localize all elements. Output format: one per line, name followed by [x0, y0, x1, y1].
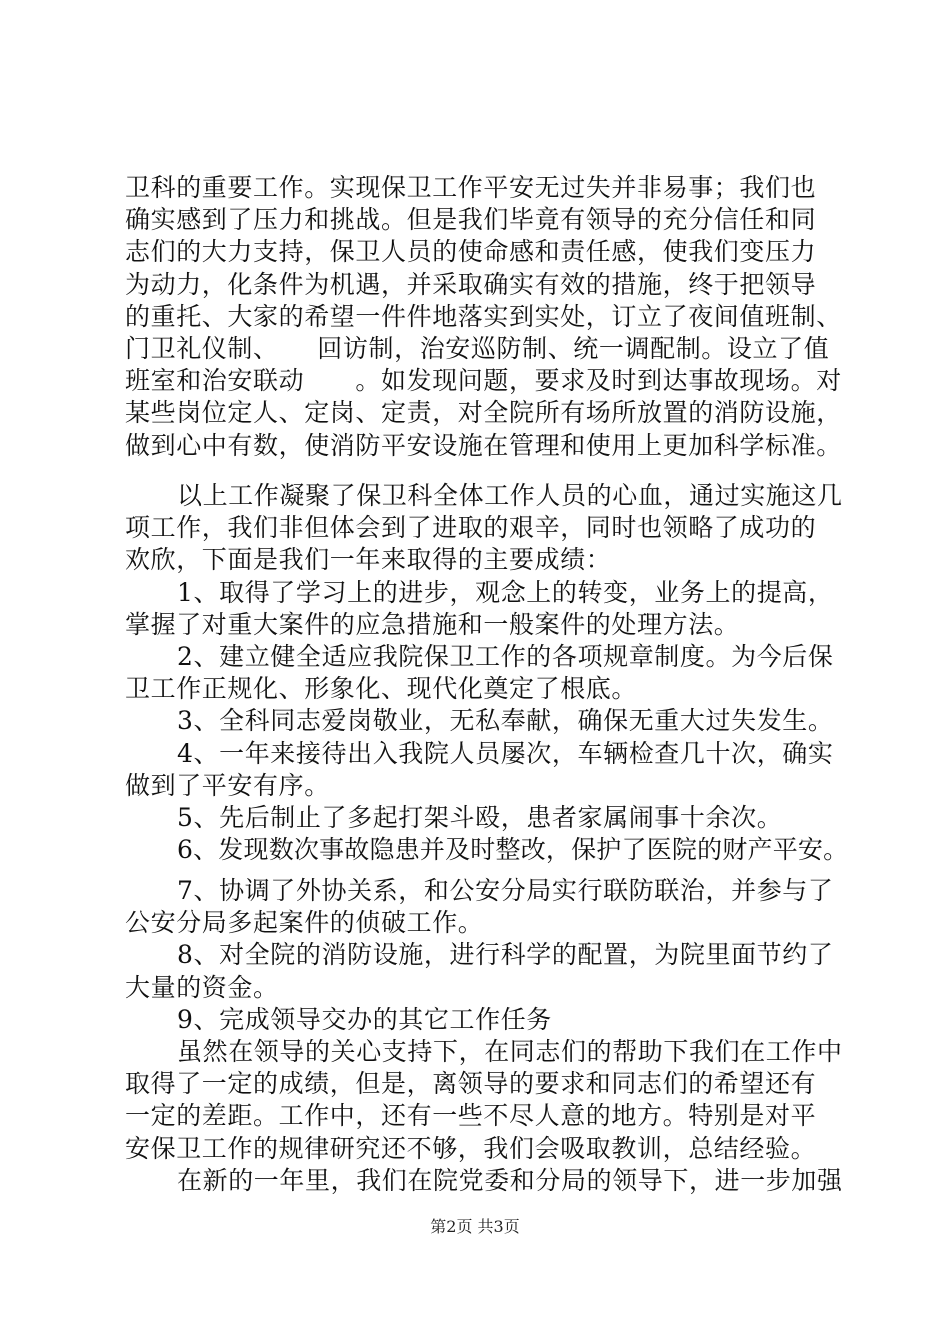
list-item-line: 6、发现数次事故隐患并及时整改，保护了医院的财产平安。 [177, 835, 849, 865]
text-line: 取得了一定的成绩，但是，离领导的要求和同志们的希望还有 [125, 1069, 817, 1099]
list-item-line: 做到了平安有序。 [125, 770, 330, 800]
list-item-line: 2、建立健全适应我院保卫工作的各项规章制度。为今后保 [177, 641, 834, 671]
text-line: 卫科的重要工作。实现保卫工作平安无过失并非易事；我们也 [125, 173, 817, 202]
paragraph-continuation [125, 172, 850, 462]
text-line: 在新的一年里，我们在院党委和分局的领导下，进一步加强 [177, 1165, 843, 1195]
achievements-continued-section [125, 875, 850, 1197]
list-item-line: 7、协调了外协关系，和公安分局实行联防联治，并参与了 [177, 876, 834, 905]
list-item-line: 8、对全院的消防设施，进行科学的配置，为院里面节约了 [177, 940, 834, 970]
text-line: 以上工作凝聚了保卫科全体工作人员的心血，通过实施这几 [177, 481, 843, 510]
text-line: 的重托、大家的希望一件件地落实到实处，订立了夜间值班制、 [125, 301, 842, 331]
achievements-section [125, 480, 850, 866]
text-line: 一定的差距。工作中，还有一些不尽人意的地方。特别是对平 [125, 1101, 817, 1131]
text-line: 班室和治安联动 。如发现问题，要求及时到达事故现场。对 [125, 366, 842, 396]
text-line: 做到心中有数，使消防平安设施在管理和使用上更加科学标准。 [125, 430, 842, 460]
list-item-line: 3、全科同志爱岗敬业，无私奉献，确保无重大过失发生。 [177, 706, 834, 736]
text-line: 安保卫工作的规律研究还不够，我们会吸取教训，总结经验。 [125, 1133, 817, 1163]
list-item-line: 卫工作正规化、形象化、现代化奠定了根底。 [125, 674, 638, 704]
list-item-line: 9、完成领导交办的其它工作任务 [177, 1004, 552, 1034]
text-line: 门卫礼仪制、 回访制，治安巡防制、统一调配制。设立了值 [125, 333, 830, 363]
list-item-line: 公安分局多起案件的侦破工作。 [125, 908, 484, 938]
list-item-line: 掌握了对重大案件的应急措施和一般案件的处理方法。 [125, 609, 740, 639]
text-line: 某些岗位定人、定岗、定责，对全院所有场所放置的消防设施， [125, 398, 842, 428]
page-number-footer: 第2页 共3页 [430, 1217, 520, 1236]
text-line: 为动力，化条件为机遇，并采取确实有效的措施，终于把领导 [125, 269, 817, 299]
list-item-line: 大量的资金。 [125, 972, 279, 1002]
text-line: 虽然在领导的关心支持下，在同志们的帮助下我们在工作中 [177, 1036, 843, 1066]
text-line: 确实感到了压力和挑战。但是我们毕竟有领导的充分信任和同 [125, 205, 817, 235]
text-line: 志们的大力支持，保卫人员的使命感和责任感，使我们变压力 [125, 237, 817, 267]
list-item-line: 4、一年来接待出入我院人员屡次，车辆检查几十次，确实 [177, 738, 834, 768]
list-item-line: 1、取得了学习上的进步，观念上的转变，业务上的提高， [177, 577, 834, 607]
list-item-line: 5、先后制止了多起打架斗殴，患者家属闹事十余次。 [177, 802, 783, 832]
text-line: 项工作，我们非但体会到了进取的艰辛，同时也领略了成功的 [125, 513, 817, 543]
text-line: 欢欣，下面是我们一年来取得的主要成绩： [125, 545, 612, 575]
